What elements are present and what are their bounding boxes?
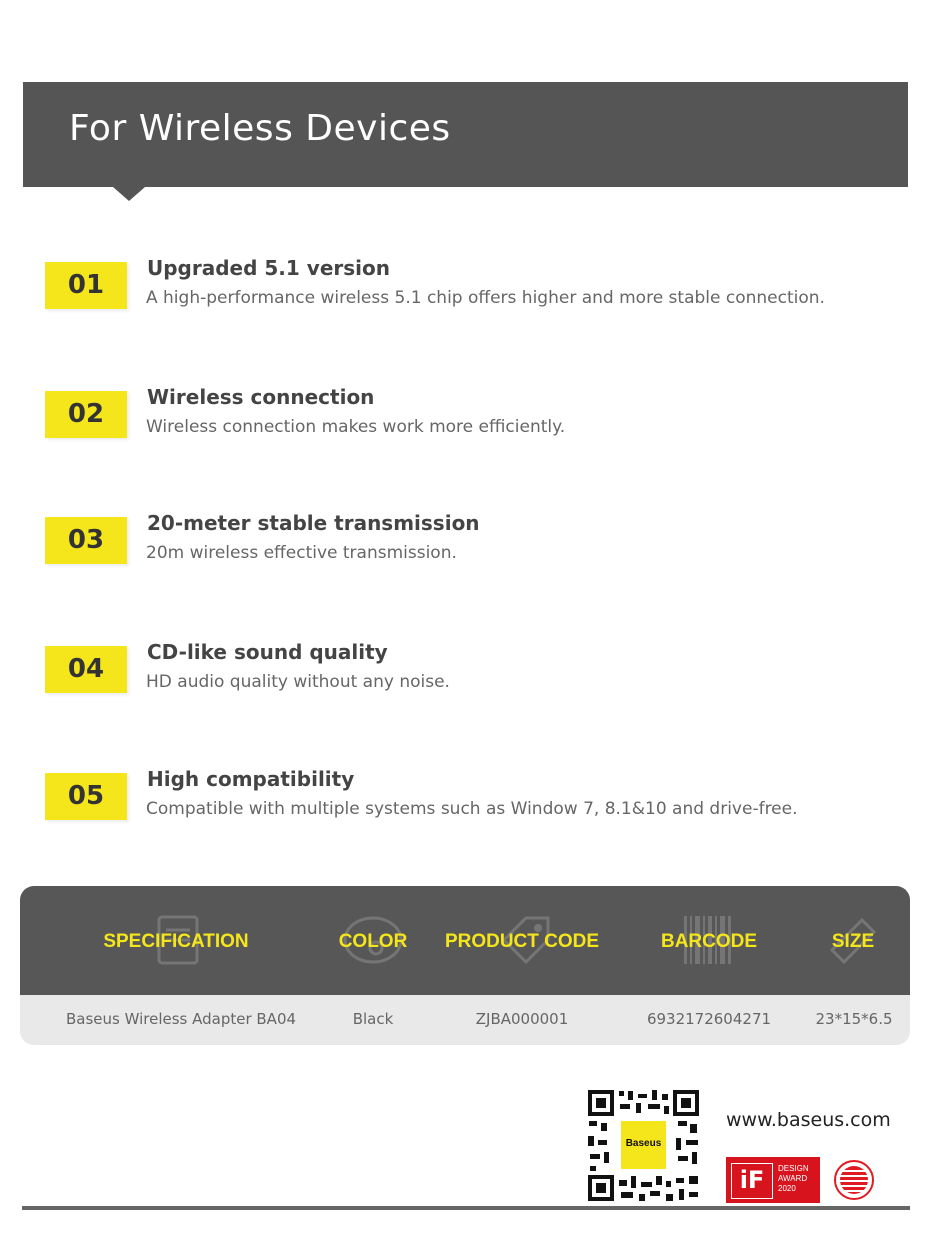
feature-number-badge: 04 bbox=[45, 646, 127, 693]
feature-number-badge: 01 bbox=[45, 262, 127, 309]
feature-item bbox=[0, 511, 930, 597]
spec-value-specification: Baseus Wireless Adapter BA04 bbox=[65, 1010, 297, 1028]
header-pointer bbox=[113, 187, 145, 201]
website-link[interactable]: www.baseus.com bbox=[726, 1109, 891, 1131]
feature-title: Upgraded 5.1 version bbox=[147, 256, 390, 280]
spec-header-row bbox=[20, 886, 910, 995]
feature-description: Wireless connection makes work more efficiently. bbox=[146, 417, 566, 437]
feature-description: Compatible with multiple systems such as Window 7, 8.1&10 and drive-free. bbox=[146, 799, 798, 819]
footer-divider bbox=[22, 1206, 910, 1210]
red-dot-award-icon bbox=[833, 1159, 875, 1201]
spec-header-specification: SPECIFICATION bbox=[103, 931, 249, 952]
if-logo-icon: iF bbox=[731, 1163, 773, 1199]
feature-description: HD audio quality without any noise. bbox=[146, 672, 450, 692]
feature-number-badge: 05 bbox=[45, 773, 127, 820]
feature-title: 20-meter stable transmission bbox=[147, 511, 480, 535]
spec-value-color: Black bbox=[352, 1010, 394, 1028]
feature-item bbox=[0, 640, 930, 726]
section-header bbox=[23, 82, 908, 187]
feature-description: A high-performance wireless 5.1 chip offers higher and more stable connection. bbox=[146, 288, 825, 308]
feature-description: 20m wireless effective transmission. bbox=[146, 543, 457, 563]
spec-header-product-code: PRODUCT CODE bbox=[444, 931, 600, 952]
spec-value-barcode: 6932172604271 bbox=[646, 1010, 772, 1028]
if-design-award-badge bbox=[726, 1157, 820, 1203]
feature-item bbox=[0, 385, 930, 471]
feature-number-badge: 03 bbox=[45, 517, 127, 564]
spec-table bbox=[20, 886, 910, 1045]
spec-header-barcode: BARCODE bbox=[660, 931, 758, 952]
spec-header-color: COLOR bbox=[338, 931, 408, 952]
spec-value-product-code: ZJBA000001 bbox=[475, 1010, 569, 1028]
feature-title: Wireless connection bbox=[147, 385, 375, 409]
if-award-text: DESIGN AWARD 2020 bbox=[778, 1164, 809, 1193]
qr-brand-logo: Baseus bbox=[625, 1138, 662, 1149]
spec-header-size: SIZE bbox=[831, 931, 875, 952]
feature-item bbox=[0, 256, 930, 342]
spec-value-row bbox=[20, 995, 910, 1045]
spec-value-size: 23*15*6.5 bbox=[815, 1010, 893, 1028]
section-title: For Wireless Devices bbox=[69, 108, 451, 149]
feature-title: CD-like sound quality bbox=[147, 640, 388, 664]
feature-item bbox=[0, 767, 930, 853]
feature-title: High compatibility bbox=[147, 767, 355, 791]
feature-number-badge: 02 bbox=[45, 391, 127, 438]
